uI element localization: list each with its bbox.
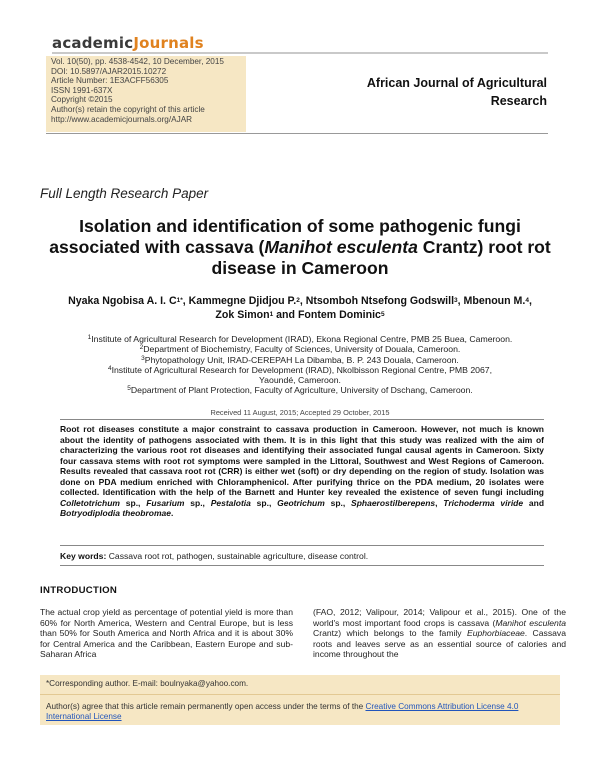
fungus-sep: sp., [119,497,147,508]
fungus-sep: and [523,497,545,508]
intro-right-text: Crantz) which belongs to the family [313,628,467,639]
affiliation-sup: 2 [139,344,144,352]
info-copyright: Copyright ©2015 [51,95,113,105]
fungus-name: Colletotrichum [60,497,120,508]
affiliation-text: Institute of Agricultural Research for Development (IRAD), Nkolbisson Regional Centre, PMB 2067, [111,364,493,375]
affiliation-sup: 5 [127,385,131,393]
title-part1: Isolation and identification of some pathogenic fungi associated with cassava ( [49,216,521,257]
license-note [46,702,554,722]
affiliation [40,375,560,385]
abstract-text: Root rot diseases constitute a major constraint to cassava production in Cameroon. However, not much is known about the identity of pathogens associated with them. It is in this light that this study was realized with the aim of characterizing the various root rot diseases and identifying their associated fungal causal agents in Cameroon. Sixty four cassava stems with root rot symptoms were sampled in the Littoral, Southwest and West Regions of Cameroon. Results revealed that cassava root rot (CRR) is either wet (soft) or dry depending on the region of study. Isolation was done on PDA medium enriched with Chloramphenicol. After purifying thrice on the PDA medium, 20 isolates were collected. Identification with the help of the Barnett and Hunter key revealed the existence of seven fungi including [60,424,544,497]
license-link[interactable]: Creative Commons Attribution License 4.0 International License [46,702,519,721]
fungus-name: Pestalotia [210,497,251,508]
author-name: Zok Simon [215,308,270,321]
article-info-box [46,56,246,132]
info-doi: DOI: 10.5897/AJAR2015.10272 [51,66,167,76]
affiliation-text: Institute of Agricultural Research for Development (IRAD), Ekona Regional Centre, PMB 25 Buea, Cameroon. [91,334,513,344]
license-text: Author(s) agree that this article remain permanently open access under the terms of the [46,702,366,711]
info-copyright-note: Author(s) retain the copyright of this article [51,104,205,114]
affiliation-sup: 4 [107,364,112,372]
paper-title [40,216,560,279]
author-name: Fontem Dominic [297,308,381,321]
journal-name-line2: Research [490,94,547,108]
intro-column-right [313,607,566,660]
keywords-label: Key words: [60,551,107,561]
publisher-logo [52,34,204,52]
author-sup: 3 [454,297,458,304]
logo-part-academic: academic [52,34,134,52]
author-name: Ntsomboh Ntsefong Godswill [305,295,455,307]
title-part2: Crantz) root rot disease in Cameroon [211,237,551,278]
intro-right-italic: Manihot esculenta [495,617,567,628]
abstract-rule-bottom [60,545,544,546]
affiliations [40,334,560,396]
keywords [60,551,368,561]
intro-right-text: (FAO, 2012; Valipour, 2014; Valipour et al., 2015). One of the world's most important food crops is cassava ( [313,607,566,628]
info-issn: ISSN 1991-637X [51,85,113,95]
author-name: Kammegne Djidjou P. [188,295,297,307]
affiliation [40,355,560,365]
fungus-name: Sphaerostilberepens [351,497,436,508]
affiliation-text: Department of Biochemistry, Faculty of Sciences, University of Douala, Cameroon. [143,344,461,355]
author-sep: , [182,295,189,307]
affiliation [40,385,560,395]
paper-type: Full Length Research Paper [40,186,209,201]
author-sup: 1 [269,310,274,318]
affiliation-text: Yaoundé, Cameroon. [259,375,341,386]
author-sup: 4 [525,297,529,304]
author-list [40,295,560,322]
affiliation-text: Department of Plant Protection, Faculty of Agriculture, University of Dschang, Cameroon. [130,385,473,396]
fungus-sep: sp., [184,497,211,508]
abstract-rule-top [60,419,544,420]
fungus-sep: sp., [250,497,278,508]
fungus-name: Botryodiplodia theobromae [60,508,171,518]
author-sep: , [528,295,532,307]
fungus-sep: . [170,508,174,518]
corresponding-author: *Corresponding author. E-mail: boulnyaka@yahoo.com. [46,679,249,688]
info-url[interactable]: http://www.academicjournals.org/AJAR [51,114,193,124]
fungus-sep: sp., [324,497,352,508]
fungus-name: Geotrichum [277,497,325,508]
abstract [60,424,544,542]
intro-column-left: The actual crop yield as percentage of potential yield is more than 60% for North America, Western and Central Europe, but is less than 50% for South America and North Africa and it is about 30% for Central America and the Caribbean, Eastern Europe and sub-Saharan Africa [40,607,293,660]
fungus-name: Trichoderma viride [443,497,524,508]
author-sup: 5 [380,310,385,318]
author-sep: , [299,295,306,307]
logo-part-journals: Journals [133,34,204,52]
footer-divider [40,694,560,695]
affiliation-sup: 1 [87,334,92,341]
affiliation [40,365,560,375]
received-dates: Received 11 August, 2015; Accepted 29 October, 2015 [210,408,390,417]
author-sep: and [273,308,298,321]
author-name: Mbenoun M. [463,295,526,307]
affiliation-text: Phytopathology Unit, IRAD-CEREPAH La Dibamba, B. P. 243 Douala, Cameroon. [144,354,459,365]
affiliation [40,344,560,354]
fungus-sep: , [435,497,444,508]
affiliation-sup: 3 [141,354,145,362]
keywords-text: Cassava root rot, pathogen, sustainable agriculture, disease control. [106,551,369,561]
journal-name-line1: African Journal of Agricultural [366,76,547,90]
fungus-name: Fusarium [146,497,185,508]
info-volume: Vol. 10(50), pp. 4538-4542, 10 December, 2015 [51,57,224,66]
header-divider [46,133,548,134]
intro-right-text: . Cassava roots and leaves serve as an essential source of calories and income throughout the [313,628,566,660]
header-rule [52,52,548,54]
title-italic: Manihot esculenta [264,237,418,257]
section-heading-introduction: INTRODUCTION [40,585,118,596]
author-sep: , [457,295,464,307]
journal-name [347,74,547,110]
info-article-number: Article Number: 1E3ACFF56305 [51,76,169,86]
keywords-rule [60,565,544,566]
intro-right-italic: Euphorbiaceae [466,628,525,639]
author-sup: 2 [296,297,300,304]
author-sup: 1* [176,297,183,304]
affiliation [40,334,560,344]
author-name: Nyaka Ngobisa A. I. C [68,295,177,307]
